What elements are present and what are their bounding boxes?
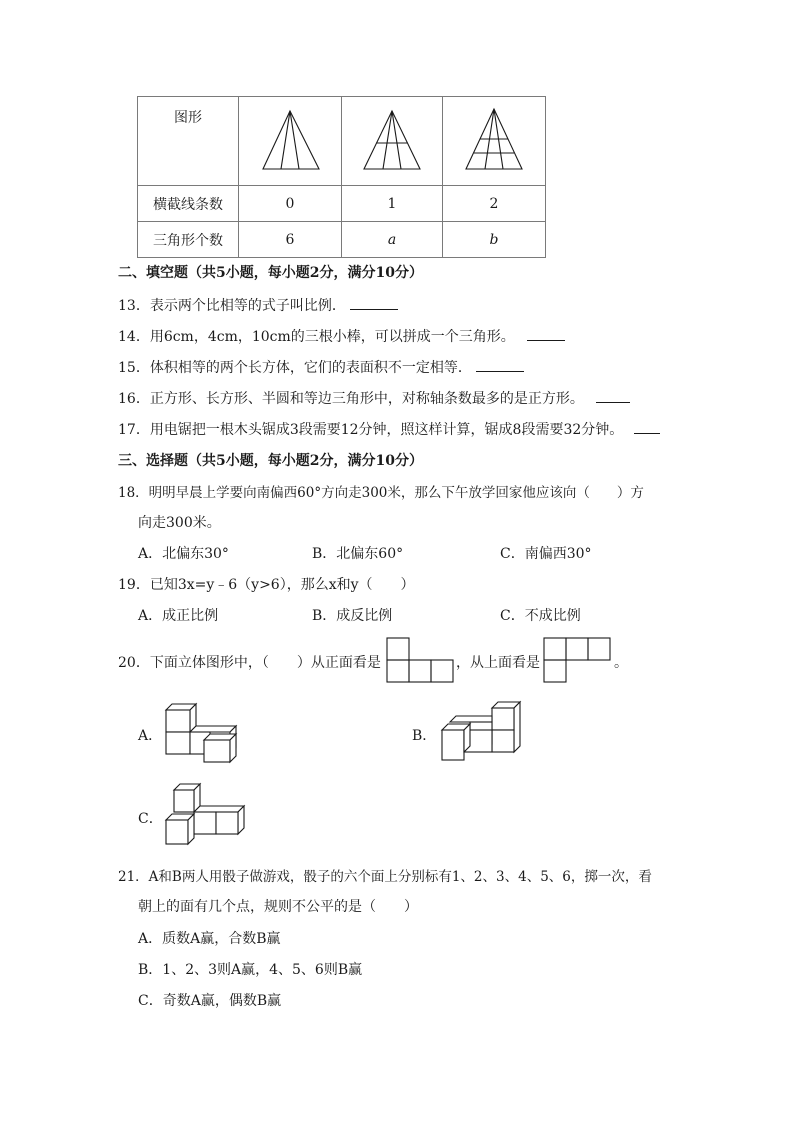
answer-blank-16[interactable] <box>596 390 630 403</box>
q20-option-c-figure[interactable] <box>162 782 248 848</box>
cut-lines-2: 2 <box>443 186 546 222</box>
front-view-figure <box>385 636 455 684</box>
section2-title: 二、填空题（共5小题，每小题2分，满分10分） <box>118 265 423 281</box>
q19-option-c[interactable]: C．不成比例 <box>500 608 581 624</box>
question-18-line1: 18．明明早晨上学要向南偏西60°方向走300米，那么下午放学回家他应该向（ ）方 <box>118 485 644 501</box>
question-20-part2: ，从上面看是 <box>456 655 540 671</box>
triangle-figure-2 <box>443 97 546 186</box>
question-21-line2: 朝上的面有几个点，规则不公平的是（ ） <box>138 899 418 915</box>
question-20-part3: 。 <box>614 655 628 671</box>
question-17 <box>118 419 660 439</box>
question-13 <box>118 295 398 315</box>
question-14-text: 14．用6cm，4cm，10cm的三根小棒，可以拼成一个三角形。 <box>118 329 515 345</box>
q19-option-b[interactable]: B．成反比例 <box>312 608 393 624</box>
question-16-text: 16．正方形、长方形、半圆和等边三角形中，对称轴条数最多的是正方形。 <box>118 391 584 407</box>
question-19-text: 19．已知3x=y﹣6（y>6），那么x和y（ ） <box>118 577 415 593</box>
answer-blank-14[interactable] <box>527 328 565 341</box>
q18-option-b[interactable]: B．北偏东60° <box>312 546 404 562</box>
q20-option-a-figure[interactable] <box>162 700 244 766</box>
q21-option-b[interactable]: B．1、2、3则A赢，4、5、6则B赢 <box>138 962 363 978</box>
q21-option-a[interactable]: A．质数A赢，合数B赢 <box>138 931 281 947</box>
q21-option-c[interactable]: C．奇数A赢，偶数B赢 <box>138 993 282 1009</box>
triangle-table <box>137 96 546 258</box>
triangle-count-1: a <box>342 222 443 258</box>
cut-lines-1: 1 <box>342 186 443 222</box>
top-view-figure <box>542 636 612 684</box>
question-15 <box>118 357 524 377</box>
q20-option-b-figure[interactable] <box>438 700 524 764</box>
section3-title: 三、选择题（共5小题，每小题2分，满分10分） <box>118 453 423 469</box>
triangle-figure-0 <box>239 97 342 186</box>
question-13-text: 13．表示两个比相等的式子叫比例． <box>118 298 346 314</box>
row-label-cut-lines: 横截线条数 <box>138 186 239 222</box>
question-16 <box>118 388 630 408</box>
question-17-text: 17．用电锯把一根木头锯成3段需要12分钟，照这样计算，锯成8段需要32分钟。 <box>118 422 624 438</box>
triangle-count-0: 6 <box>239 222 342 258</box>
answer-blank-13[interactable] <box>350 297 398 310</box>
row-label-shape: 图形 <box>138 97 239 186</box>
q20-option-b-label[interactable]: B． <box>412 728 437 744</box>
question-15-text: 15．体积相等的两个长方体，它们的表面积不一定相等． <box>118 360 472 376</box>
triangle-figure-1 <box>342 97 443 186</box>
question-14 <box>118 326 565 346</box>
q20-option-c-label[interactable]: C． <box>138 811 163 827</box>
answer-blank-17[interactable] <box>634 421 660 434</box>
q19-option-a[interactable]: A．成正比例 <box>138 608 219 624</box>
row-label-triangle-count: 三角形个数 <box>138 222 239 258</box>
triangle-count-2: b <box>443 222 546 258</box>
q20-option-a-label[interactable]: A． <box>138 728 163 744</box>
question-18-line2: 向走300米。 <box>138 515 221 531</box>
q18-option-a[interactable]: A．北偏东30° <box>138 546 229 562</box>
question-20-part1: 20．下面立体图形中，（ ）从正面看是 <box>118 655 381 671</box>
question-21-line1: 21．A和B两人用骰子做游戏，骰子的六个面上分别标有1、2、3、4、5、6，掷一次，看 <box>118 869 652 885</box>
cut-lines-0: 0 <box>239 186 342 222</box>
q18-option-c[interactable]: C．南偏西30° <box>500 546 592 562</box>
answer-blank-15[interactable] <box>476 359 524 372</box>
